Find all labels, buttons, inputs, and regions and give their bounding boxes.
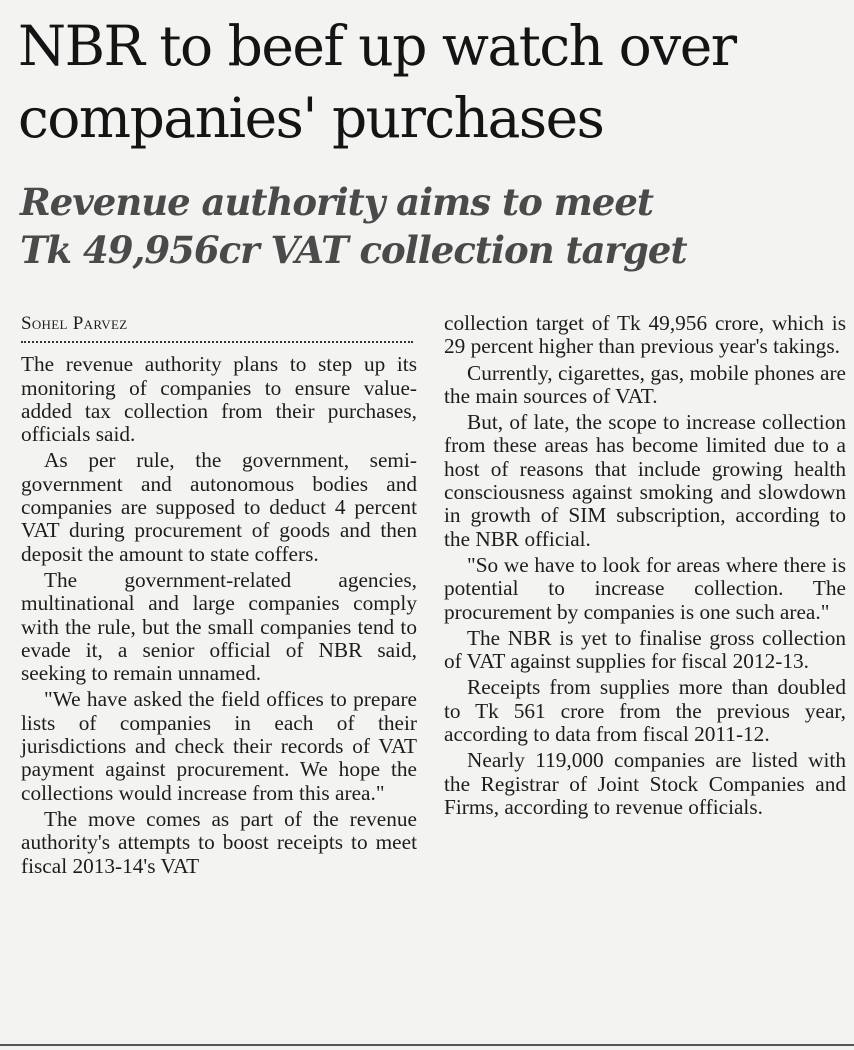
paragraph: Receipts from supplies more than doubled to Tk 561 crore from the previous year, according to data from fiscal 2011-12. <box>444 675 846 747</box>
paragraph: collection target of Tk 49,956 crore, which is 29 percent higher than previous year's takings. <box>444 311 846 359</box>
paragraph: The move comes as part of the revenue authority's attempts to boost receipts to meet fiscal 2013-14's VAT <box>21 806 417 878</box>
article-column-right <box>444 312 846 819</box>
subheadline-line-2: Tk 49,956cr VAT collection target <box>20 228 687 272</box>
headline-line-2: companies' purchases <box>18 86 604 150</box>
headline <box>18 10 848 154</box>
headline-line-1: NBR to beef up watch over <box>18 14 736 78</box>
bottom-border-line <box>0 1044 854 1046</box>
paragraph: "We have asked the field offices to prepare lists of companies in each of their jurisdictions and check their records of VAT payment against procurement. We hope the collections would increase from this area." <box>21 687 417 805</box>
paragraph: The NBR is yet to finalise gross collection of VAT against supplies for fiscal 2012-13. <box>444 625 846 674</box>
paragraph: "So we have to look for areas where there is potential to increase collection. The procurement by companies is one such area." <box>444 552 846 624</box>
paragraph: As per rule, the government, semi-government and autonomous bodies and companies are supposed to deduct 4 percent VAT during procurement of goods and then deposit the amount to state coffers. <box>21 448 417 566</box>
dotted-divider <box>21 341 413 343</box>
byline: Sohel Parvez <box>21 313 128 334</box>
paragraph: The revenue authority plans to step up its monitoring of companies to ensure value-added tax collection from their purchases, officials said. <box>21 352 417 447</box>
paragraph: The government-related agencies, multinational and large companies comply with the rule, but the small companies tend to evade it, a senior official of NBR said, seeking to remain unnamed. <box>21 567 417 686</box>
paragraph: Currently, cigarettes, gas, mobile phones are the main sources of VAT. <box>444 360 846 408</box>
paragraph: Nearly 119,000 companies are listed with the Registrar of Joint Stock Companies and Firms, according to revenue officials. <box>444 748 846 819</box>
article-column-left <box>21 312 417 878</box>
subheadline-line-1: Revenue authority aims to meet <box>20 180 653 224</box>
subheadline <box>20 178 850 274</box>
paragraph: But, of late, the scope to increase collection from these areas has become limited due to a host of reasons that include growing health consciousness against smoking and slowdown in growth of SIM subscription, according to the NBR official. <box>444 410 846 551</box>
